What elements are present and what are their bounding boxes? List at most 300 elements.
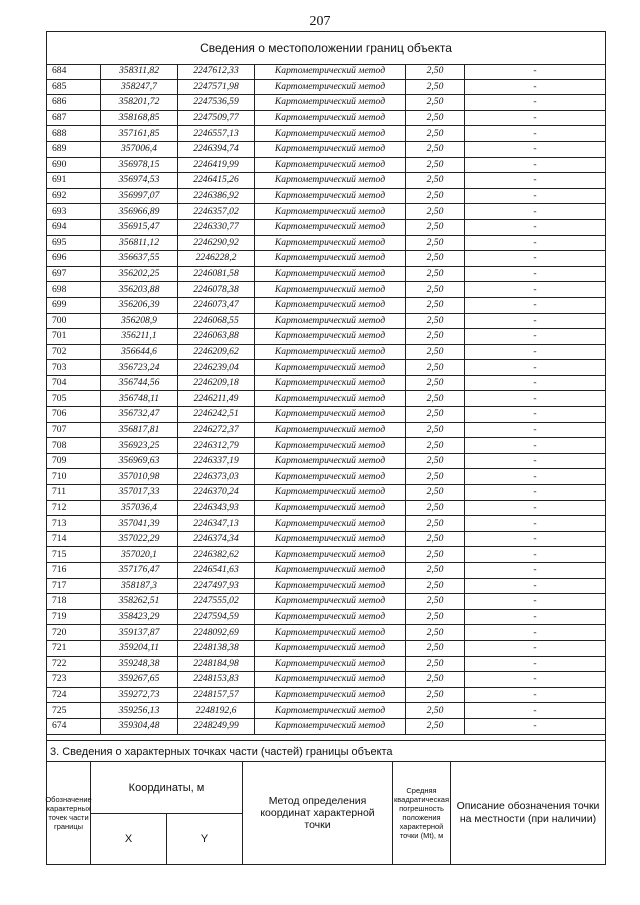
table-row [47,594,605,610]
cell-point-number: 690 [47,157,101,173]
table-row [47,235,605,251]
table-row [47,95,605,111]
cell-coord-y: 2246073,47 [178,297,255,313]
cell-description: - [465,485,606,501]
cell-coord-y: 2247497,93 [178,578,255,594]
cell-point-number: 722 [47,656,101,672]
cell-method: Картометрический метод [255,422,406,438]
cell-description: - [465,219,606,235]
cell-method: Картометрический метод [255,531,406,547]
cell-accuracy: 2,50 [406,79,465,95]
cell-accuracy: 2,50 [406,235,465,251]
cell-point-number: 716 [47,563,101,579]
cell-coord-y: 2247536,59 [178,95,255,111]
cell-point-number: 709 [47,453,101,469]
cell-description: - [465,141,606,157]
cell-coord-x: 356211,1 [101,329,178,345]
cell-method: Картометрический метод [255,703,406,719]
cell-method: Картометрический метод [255,79,406,95]
cell-method: Картометрический метод [255,547,406,563]
header-accuracy: Средняя квадратическая погрешность положения характерной точки (Mt), м [393,762,451,864]
table-row [47,500,605,516]
cell-coord-x: 358423,29 [101,609,178,625]
cell-description: - [465,516,606,532]
cell-point-number: 701 [47,329,101,345]
table-row [47,687,605,703]
cell-description: - [465,173,606,189]
cell-method: Картометрический метод [255,360,406,376]
cell-method: Картометрический метод [255,188,406,204]
cell-coord-x: 359267,65 [101,672,178,688]
cell-description: - [465,453,606,469]
cell-accuracy: 2,50 [406,64,465,79]
cell-description: - [465,625,606,641]
cell-description: - [465,547,606,563]
table-row [47,329,605,345]
cell-point-number: 706 [47,407,101,423]
table-row [47,625,605,641]
cell-coord-x: 356732,47 [101,407,178,423]
cell-coord-y: 2246415,26 [178,173,255,189]
cell-description: - [465,251,606,267]
cell-coord-x: 358311,82 [101,64,178,79]
cell-description: - [465,95,606,111]
cell-point-number: 694 [47,219,101,235]
cell-description: - [465,640,606,656]
section3-title: 3. Сведения о характерных точках части (частей) границы объекта [47,740,605,762]
cell-point-number: 692 [47,188,101,204]
cell-coord-x: 356817,81 [101,422,178,438]
cell-point-number: 719 [47,609,101,625]
cell-point-number: 721 [47,640,101,656]
table-row [47,126,605,142]
cell-method: Картометрический метод [255,157,406,173]
cell-method: Картометрический метод [255,64,406,79]
cell-description: - [465,282,606,298]
cell-accuracy: 2,50 [406,578,465,594]
table-row [47,282,605,298]
cell-accuracy: 2,50 [406,469,465,485]
cell-coord-x: 357020,1 [101,547,178,563]
cell-accuracy: 2,50 [406,95,465,111]
cell-accuracy: 2,50 [406,453,465,469]
cell-accuracy: 2,50 [406,547,465,563]
cell-coord-y: 2247555,02 [178,594,255,610]
cell-description: - [465,609,606,625]
cell-coord-x: 358201,72 [101,95,178,111]
cell-coord-y: 2246343,93 [178,500,255,516]
cell-coord-x: 359137,87 [101,625,178,641]
cell-description: - [465,188,606,204]
cell-point-number: 717 [47,578,101,594]
table-row [47,141,605,157]
cell-point-number: 712 [47,500,101,516]
cell-description: - [465,79,606,95]
cell-point-number: 725 [47,703,101,719]
cell-coord-x: 359204,11 [101,640,178,656]
cell-coord-x: 359272,73 [101,687,178,703]
cell-point-number: 691 [47,173,101,189]
table-row [47,672,605,688]
cell-coord-x: 356915,47 [101,219,178,235]
cell-accuracy: 2,50 [406,173,465,189]
cell-coord-y: 2247509,77 [178,110,255,126]
cell-coord-x: 356202,25 [101,266,178,282]
cell-accuracy: 2,50 [406,391,465,407]
cell-coord-y: 2247612,33 [178,64,255,79]
cell-point-number: 702 [47,344,101,360]
cell-coord-x: 356208,9 [101,313,178,329]
cell-point-number: 695 [47,235,101,251]
cell-accuracy: 2,50 [406,219,465,235]
cell-coord-y: 2246078,38 [178,282,255,298]
cell-coord-y: 2246370,24 [178,485,255,501]
cell-accuracy: 2,50 [406,329,465,345]
cell-description: - [465,531,606,547]
cell-description: - [465,563,606,579]
cell-coord-x: 356748,11 [101,391,178,407]
cell-method: Картометрический метод [255,500,406,516]
cell-coord-x: 356744,56 [101,375,178,391]
cell-method: Картометрический метод [255,266,406,282]
cell-coord-x: 357017,33 [101,485,178,501]
cell-point-number: 688 [47,126,101,142]
cell-point-number: 711 [47,485,101,501]
cell-accuracy: 2,50 [406,594,465,610]
cell-accuracy: 2,50 [406,531,465,547]
cell-description: - [465,329,606,345]
cell-description: - [465,407,606,423]
cell-description: - [465,375,606,391]
cell-coord-x: 357041,39 [101,516,178,532]
table-row [47,344,605,360]
cell-method: Картометрический метод [255,594,406,610]
table-row [47,703,605,719]
cell-method: Картометрический метод [255,578,406,594]
cell-method: Картометрический метод [255,282,406,298]
cell-coord-y: 2246386,92 [178,188,255,204]
cell-method: Картометрический метод [255,453,406,469]
cell-description: - [465,313,606,329]
cell-accuracy: 2,50 [406,344,465,360]
cell-point-number: 720 [47,625,101,641]
cell-coord-y: 2248157,57 [178,687,255,703]
cell-coord-x: 356974,53 [101,173,178,189]
cell-description: - [465,266,606,282]
table-row [47,453,605,469]
cell-description: - [465,110,606,126]
cell-coord-x: 356203,88 [101,282,178,298]
cell-method: Картометрический метод [255,563,406,579]
cell-coord-x: 358187,3 [101,578,178,594]
cell-point-number: 713 [47,516,101,532]
cell-point-number: 710 [47,469,101,485]
cell-coord-y: 2248153,83 [178,672,255,688]
cell-coord-y: 2246382,62 [178,547,255,563]
table-row [47,609,605,625]
table-row [47,251,605,267]
cell-point-number: 707 [47,422,101,438]
cell-method: Картометрический метод [255,141,406,157]
cell-method: Картометрический метод [255,718,406,734]
cell-coord-x: 357161,85 [101,126,178,142]
cell-accuracy: 2,50 [406,126,465,142]
cell-method: Картометрический метод [255,656,406,672]
cell-accuracy: 2,50 [406,251,465,267]
cell-point-number: 703 [47,360,101,376]
cell-method: Картометрический метод [255,313,406,329]
cell-point-number: 708 [47,438,101,454]
header-y: Y [167,814,243,864]
cell-coord-y: 2246557,13 [178,126,255,142]
cell-accuracy: 2,50 [406,360,465,376]
cell-coord-y: 2246374,34 [178,531,255,547]
cell-method: Картометрический метод [255,469,406,485]
cell-method: Картометрический метод [255,516,406,532]
cell-point-number: 687 [47,110,101,126]
cell-coord-y: 2246228,2 [178,251,255,267]
table-row [47,422,605,438]
cell-coord-y: 2246373,03 [178,469,255,485]
cell-method: Картометрический метод [255,407,406,423]
cell-accuracy: 2,50 [406,500,465,516]
cell-coord-y: 2248092,69 [178,625,255,641]
cell-point-number: 686 [47,95,101,111]
cell-method: Картометрический метод [255,251,406,267]
cell-method: Картометрический метод [255,126,406,142]
boundary-section-frame [46,31,606,865]
cell-description: - [465,718,606,734]
cell-description: - [465,391,606,407]
cell-method: Картометрический метод [255,235,406,251]
table-row [47,485,605,501]
cell-method: Картометрический метод [255,110,406,126]
cell-method: Картометрический метод [255,219,406,235]
cell-accuracy: 2,50 [406,609,465,625]
table-row [47,375,605,391]
table-row [47,531,605,547]
cell-point-number: 723 [47,672,101,688]
table-row [47,438,605,454]
cell-coord-y: 2246290,92 [178,235,255,251]
table-row [47,516,605,532]
cell-description: - [465,703,606,719]
cell-coord-y: 2248192,6 [178,703,255,719]
cell-description: - [465,64,606,79]
cell-description: - [465,578,606,594]
cell-accuracy: 2,50 [406,141,465,157]
cell-accuracy: 2,50 [406,563,465,579]
cell-coord-y: 2246242,51 [178,407,255,423]
cell-description: - [465,672,606,688]
cell-method: Картометрический метод [255,625,406,641]
cell-coord-x: 356997,07 [101,188,178,204]
cell-coord-y: 2246357,02 [178,204,255,220]
cell-description: - [465,438,606,454]
cell-coord-y: 2246211,49 [178,391,255,407]
cell-accuracy: 2,50 [406,672,465,688]
table-row [47,360,605,376]
cell-coord-x: 359256,13 [101,703,178,719]
cell-description: - [465,126,606,142]
table-row [47,297,605,313]
cell-coord-x: 356978,15 [101,157,178,173]
cell-description: - [465,469,606,485]
cell-accuracy: 2,50 [406,157,465,173]
cell-method: Картометрический метод [255,391,406,407]
table-row [47,578,605,594]
cell-accuracy: 2,50 [406,266,465,282]
cell-accuracy: 2,50 [406,703,465,719]
cell-point-number: 698 [47,282,101,298]
cell-coord-x: 357006,4 [101,141,178,157]
cell-accuracy: 2,50 [406,407,465,423]
header-description: Описание обозначения точки на местности (при наличии) [456,800,600,825]
table-row [47,64,605,79]
cell-accuracy: 2,50 [406,188,465,204]
cell-method: Картометрический метод [255,672,406,688]
cell-accuracy: 2,50 [406,375,465,391]
cell-method: Картометрический метод [255,173,406,189]
cell-description: - [465,422,606,438]
cell-coord-y: 2246330,77 [178,219,255,235]
cell-coord-x: 356723,24 [101,360,178,376]
table-row [47,266,605,282]
cell-point-number: 699 [47,297,101,313]
table-row [47,547,605,563]
cell-accuracy: 2,50 [406,204,465,220]
cell-accuracy: 2,50 [406,640,465,656]
cell-point-number: 715 [47,547,101,563]
cell-coord-y: 2246081,58 [178,266,255,282]
cell-method: Картометрический метод [255,485,406,501]
header-x: X [91,814,167,864]
cell-accuracy: 2,50 [406,516,465,532]
cell-coord-y: 2246239,04 [178,360,255,376]
cell-coord-y: 2246419,99 [178,157,255,173]
cell-point-number: 705 [47,391,101,407]
cell-coord-x: 357022,29 [101,531,178,547]
cell-coord-y: 2248138,38 [178,640,255,656]
cell-method: Картометрический метод [255,609,406,625]
cell-coord-y: 2248249,99 [178,718,255,734]
cell-description: - [465,687,606,703]
cell-coord-x: 359248,38 [101,656,178,672]
cell-accuracy: 2,50 [406,625,465,641]
cell-coord-y: 2246312,79 [178,438,255,454]
cell-coord-y: 2246209,62 [178,344,255,360]
cell-point-number: 689 [47,141,101,157]
cell-method: Картометрический метод [255,344,406,360]
cell-coord-x: 356637,55 [101,251,178,267]
cell-accuracy: 2,50 [406,438,465,454]
table-row [47,79,605,95]
cell-method: Картометрический метод [255,687,406,703]
cell-coord-y: 2246337,19 [178,453,255,469]
cell-description: - [465,157,606,173]
cell-point-number: 685 [47,79,101,95]
table-row [47,313,605,329]
cell-point-number: 724 [47,687,101,703]
cell-point-number: 697 [47,266,101,282]
cell-method: Картометрический метод [255,438,406,454]
cell-coord-x: 356206,39 [101,297,178,313]
table-row [47,407,605,423]
table-row [47,188,605,204]
section3-header [47,762,605,864]
cell-point-number: 674 [47,718,101,734]
cell-method: Картометрический метод [255,204,406,220]
table-row [47,563,605,579]
cell-coord-y: 2246541,63 [178,563,255,579]
cell-coord-x: 356811,12 [101,235,178,251]
table-row [47,391,605,407]
cell-accuracy: 2,50 [406,485,465,501]
cell-point-number: 704 [47,375,101,391]
cell-accuracy: 2,50 [406,687,465,703]
cell-description: - [465,656,606,672]
cell-description: - [465,360,606,376]
table-row [47,110,605,126]
cell-coord-x: 357176,47 [101,563,178,579]
cell-coord-x: 356644,6 [101,344,178,360]
table-row [47,640,605,656]
cell-accuracy: 2,50 [406,297,465,313]
cell-description: - [465,235,606,251]
cell-coord-y: 2246209,18 [178,375,255,391]
cell-coord-y: 2246063,88 [178,329,255,345]
cell-description: - [465,594,606,610]
table-row [47,157,605,173]
page-number: 207 [309,14,331,29]
cell-coord-x: 358247,7 [101,79,178,95]
table-row [47,718,605,734]
cell-coord-x: 356923,25 [101,438,178,454]
cell-coord-y: 2247594,59 [178,609,255,625]
cell-point-number: 684 [47,64,101,79]
table-row [47,173,605,189]
cell-method: Картометрический метод [255,95,406,111]
cell-description: - [465,204,606,220]
cell-coord-y: 2246272,37 [178,422,255,438]
cell-point-number: 693 [47,204,101,220]
cell-coord-x: 358262,51 [101,594,178,610]
cell-description: - [465,297,606,313]
cell-coord-y: 2247571,98 [178,79,255,95]
cell-coord-y: 2248184,98 [178,656,255,672]
cell-accuracy: 2,50 [406,313,465,329]
cell-method: Картометрический метод [255,297,406,313]
cell-method: Картометрический метод [255,640,406,656]
cell-description: - [465,344,606,360]
cell-method: Картометрический метод [255,329,406,345]
cell-accuracy: 2,50 [406,282,465,298]
table-row [47,219,605,235]
table-row [47,656,605,672]
cell-description: - [465,500,606,516]
cell-coord-x: 356969,63 [101,453,178,469]
section-title: Сведения о местоположении границ объекта [47,32,605,65]
cell-coord-y: 2246394,74 [178,141,255,157]
cell-accuracy: 2,50 [406,656,465,672]
cell-method: Картометрический метод [255,375,406,391]
cell-accuracy: 2,50 [406,422,465,438]
header-coordinates: Координаты, м [91,762,243,814]
boundary-points-table [47,64,605,735]
cell-point-number: 718 [47,594,101,610]
cell-coord-y: 2246347,13 [178,516,255,532]
table-row [47,204,605,220]
